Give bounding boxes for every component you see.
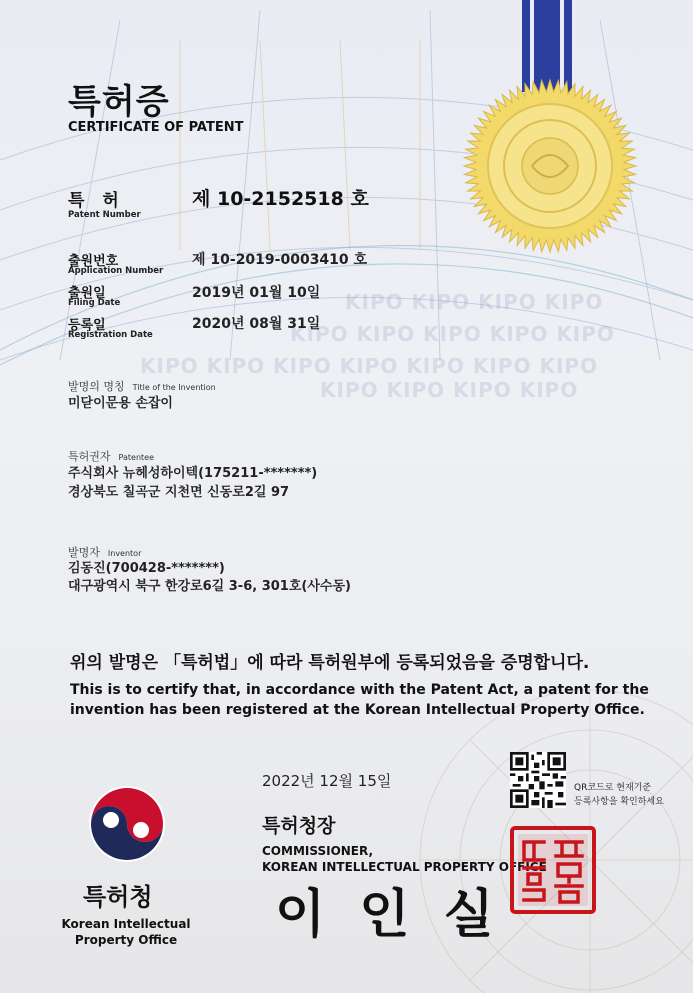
inventor-name: 김동진(700428-*******)	[68, 561, 225, 576]
statement-en-line1: This is to certify that, in accordance with the Patent Act, a patent for the	[70, 682, 649, 698]
qr-note-line2: 등록사항을 확인하세요	[574, 797, 664, 807]
qr-note-line1: QR코드로 현재기준	[574, 783, 652, 793]
registration-date-label-en: Registration Date	[68, 330, 153, 340]
kipo-logo	[85, 782, 169, 866]
commissioner-signature: 이인실	[275, 884, 528, 945]
office-en-line1: Korean Intellectual	[61, 917, 191, 931]
invention-title: 미닫이문용 손잡이	[68, 396, 173, 411]
watermark-row: KIPO KIPO KIPO KIPO	[345, 290, 604, 314]
inventor-label: 발명자	[68, 546, 100, 559]
qr-note	[574, 781, 664, 809]
application-number-label: 출원번호	[68, 254, 119, 269]
office-name-en	[56, 916, 196, 948]
patent-number-label: 특 허	[68, 191, 125, 211]
inventor-address: 대구광역시 북구 한강로6길 3-6, 301호(사수동)	[68, 579, 351, 594]
certificate-title-en: CERTIFICATE OF PATENT	[68, 120, 244, 135]
commissioner-title: 특허청장	[262, 815, 336, 837]
invention-label: 발명의 명칭	[68, 380, 125, 393]
issue-date: 2022년 12월 15일	[262, 772, 392, 790]
statement-en-line2: invention has been registered at the Korean Intellectual Property Office.	[70, 702, 645, 718]
application-number-label-en: Application Number	[68, 266, 164, 276]
filing-date-value: 2019년 01월 10일	[192, 285, 321, 301]
statement-ko: 위의 발명은 「특허법」에 따라 특허원부에 등록되었음을 증명합니다.	[70, 653, 590, 673]
office-name: 특허청	[83, 883, 153, 911]
patentee-name: 주식회사 뉴헤성하이텍(175211-*******)	[68, 466, 318, 481]
application-number-value: 제 10-2019-0003410 호	[192, 252, 368, 268]
filing-date-label: 출원일	[68, 286, 106, 301]
statement-en	[70, 680, 650, 720]
inventor-label-en: Inventor	[107, 549, 142, 558]
certificate-title: 특허증	[68, 82, 170, 122]
registration-date-value: 2020년 08월 31일	[192, 316, 321, 332]
watermark-row: KIPO KIPO KIPO KIPO KIPO	[290, 322, 615, 346]
gold-seal	[460, 78, 640, 254]
patentee-address: 경상북도 칠곡군 지천면 신동로2길 97	[68, 485, 290, 500]
patent-number-label-en: Patent Number	[68, 210, 141, 220]
patent-number-value: 제 10-2152518 호	[192, 188, 369, 210]
filing-date-label-en: Filing Date	[68, 298, 121, 308]
invention-label-en: Title of the Invention	[132, 383, 216, 392]
patentee-label: 특허권자	[68, 450, 111, 463]
commissioner-en-line2: KOREAN INTELLECTUAL PROPERTY OFFICE	[262, 860, 547, 874]
commissioner-en-line1: COMMISSIONER,	[262, 844, 374, 858]
watermark-row: KIPO KIPO KIPO KIPO KIPO KIPO KIPO	[140, 354, 599, 378]
registration-date-label: 등록일	[68, 318, 106, 333]
watermark-row: KIPO KIPO KIPO KIPO	[320, 378, 579, 402]
patentee-label-en: Patentee	[118, 453, 154, 462]
commissioner-title-en	[262, 843, 547, 875]
red-official-seal	[510, 826, 596, 914]
office-en-line2: Property Office	[74, 933, 178, 947]
qr-code	[510, 752, 566, 808]
